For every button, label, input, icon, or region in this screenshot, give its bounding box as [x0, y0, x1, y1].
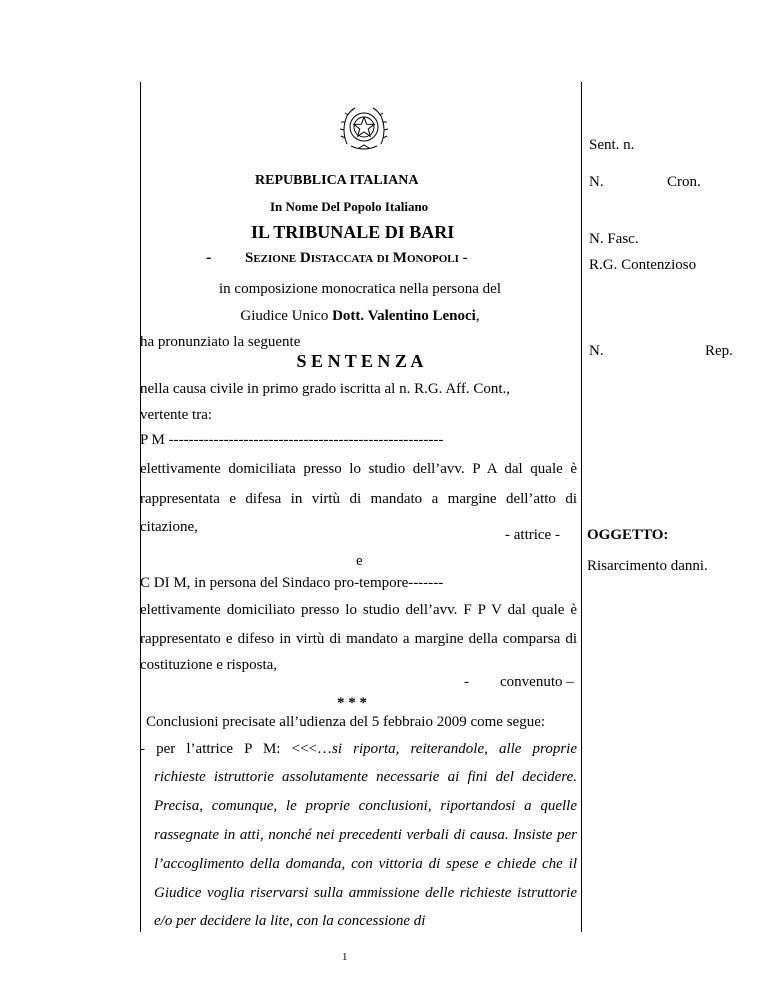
oggetto-label: OGGETTO: [587, 527, 669, 543]
in-name-heading: In Nome Del Popolo Italiano [270, 199, 429, 214]
conclusioni-line: Conclusioni precisate all’udienza del 5 febbraio 2009 come segue: [146, 714, 546, 730]
sent-number-label: Sent. n. [589, 137, 635, 153]
citazione-line: citazione, [140, 519, 198, 535]
attrice-label: - attrice - [505, 527, 560, 543]
separator-stars: * * * [337, 695, 367, 711]
emblem-of-italy-icon [337, 100, 391, 154]
plaintiff-domicile-line-2: rappresentata e difesa in virtù di mandato a margine dell’atto di [140, 491, 577, 507]
sentence-heading: S E N T E N Z A [296, 351, 424, 371]
conclusions-italic-line-3: rassegnate in atti, nonché nei precedenti verbali di causa. Insiste per [154, 827, 577, 843]
n-label: N. [589, 174, 604, 190]
plaintiff-domicile-line-1: elettivamente domiciliata presso lo studio dell’avv. P A dal quale è [140, 461, 577, 477]
rep-n-label: N. [589, 343, 604, 359]
republic-heading: REPUBBLICA ITALIANA [255, 173, 419, 188]
conclusions-prefix: - per l’attrice P M: <<<… [140, 741, 333, 757]
conclusions-italic-line-6: e/o per decidere la lite, con la concessione di [154, 913, 426, 929]
judge-line [140, 307, 580, 325]
fasc-label: N. Fasc. [589, 231, 639, 247]
judge-suffix: , [475, 308, 480, 324]
defendant-line: C DI M, in persona del Sindaco pro-tempore------- [140, 575, 444, 591]
judge-prefix: Giudice Unico [240, 308, 333, 324]
vertente-line: vertente tra: [140, 407, 213, 423]
oggetto-value: Risarcimento danni. [587, 558, 708, 574]
conclusions-italic-line-1: richieste istruttorie assolutamente necessarie ai fini del decidere. [154, 769, 577, 785]
judge-name: Dott. Valentino Lenoci [332, 308, 476, 324]
convenuto-dash: - [464, 674, 469, 690]
section-heading: Sezione Distaccata di Monopoli - [245, 250, 468, 266]
tribunal-heading: IL TRIBUNALE DI BARI [251, 222, 455, 242]
and-conjunction: e [356, 553, 363, 569]
rep-label: Rep. [705, 343, 733, 359]
convenuto-label: convenuto – [500, 674, 574, 690]
defendant-domicile-line-1: elettivamente domiciliato presso lo studio dell’avv. F P V dal quale è [140, 602, 577, 618]
defendant-domicile-line-2: rappresentato e difeso in virtù di mandato a margine della comparsa di [140, 631, 577, 647]
page-number: 1 [342, 951, 348, 963]
rg-contenzioso-label: R.G. Contenzioso [589, 257, 697, 273]
conclusions-italic-line-2: Precisa, comunque, le proprie conclusioni, riportandosi a quelle [154, 798, 577, 814]
center-margin-rule [581, 82, 582, 932]
plaintiff-conclusions-line [140, 740, 577, 758]
conclusions-italic-line-5: Giudice voglia riservarsi sulla ammissione delle richieste istruttorie [154, 885, 577, 901]
composition-line: in composizione monocratica nella persona del [219, 281, 501, 297]
conclusions-italic-start: si riporta, reiterandole, alle proprie [332, 741, 578, 757]
costituzione-line: costituzione e risposta, [140, 657, 278, 673]
conclusions-italic-line-4: l’accoglimento della domanda, con vittoria di spese e chiede che il [154, 856, 577, 872]
plaintiff-line: P M ------------------------------------------------------- [140, 432, 444, 448]
cron-label: Cron. [667, 174, 701, 190]
causa-line: nella causa civile in primo grado iscritta al n. R.G. Aff. Cont., [140, 381, 511, 397]
section-dash: - [206, 249, 212, 266]
pronounced-line: ha pronunziato la seguente [140, 334, 301, 350]
